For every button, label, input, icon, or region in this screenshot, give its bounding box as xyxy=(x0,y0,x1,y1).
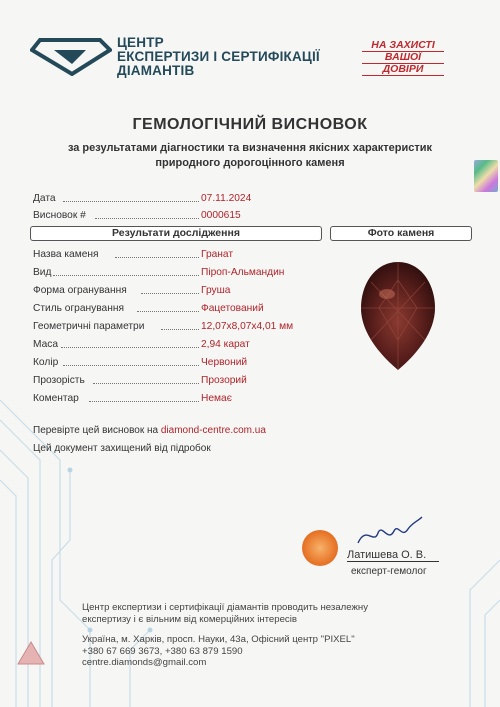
footer-disclaimer: Центр експертизи і сертифікації діамантів проводить незалежну експертизу і є вільним від комерційних інтересів xyxy=(82,602,368,625)
expert-name: Латишева О. В. xyxy=(347,549,439,562)
expert-role: експерт-гемолог xyxy=(351,566,427,577)
document-subtitle: за результатами діагностики та визначення якісних характеристик природного дорогоцінного каменя xyxy=(67,142,433,169)
footer-email[interactable]: centre.diamonds@gmail.com xyxy=(82,657,207,668)
slogan: НА ЗАХИСТІ ВАШОЇ ДОВІРИ xyxy=(362,40,444,76)
document-title: ГЕМОЛОГІЧНИЙ ВИСНОВОК xyxy=(132,116,368,133)
certification-seal-icon xyxy=(302,530,338,566)
triangle-decoration-icon xyxy=(16,640,46,666)
garnet-stone-photo xyxy=(357,260,439,372)
hologram-icon xyxy=(474,160,498,192)
verify-note: Перевірте цей висновок на diamond-centre.com.ua xyxy=(33,425,266,436)
verify-link[interactable]: diamond-centre.com.ua xyxy=(160,425,266,436)
certificate-page: ЦЕНТР ЕКСПЕРТИЗИ І СЕРТИФІКАЦІЇ ДІАМАНТІВ НА ЗАХИСТІ ВАШОЇ ДОВІРИ ГЕМОЛОГІЧНИЙ ВИСНОВОК за результатами діагностики та визначення якісних характеристик природного дорогоцінного каменя Дата 07.11.2024 Висновок # 0000615 Результати дослідження Фото каменя Назва каменя Гранат Вид Піроп-Альмандин Форма огранування Груша Стиль огранування Фацетований Геометричні параметри 12,07х8,07х4,01 мм Маса 2,94 карат Колір Червоний Прозорість Прозорий Коментар Немає Перевірте цей висновок на diamond-centre.com.ua Цей документ захищений від підробок Латишева О. В. експерт-гемолог Центр експертизи і сертифікації діамантів проводить незалежну експертизу і є вільним від комерційних інтересів Україна, м. Харків, просп. Науки, 43а, Офісний центр "PIXEL" +380 67 669 3673, +380 63 879 1590 centre.diamonds@gmail.com xyxy=(0,0,500,707)
results-section-header: Результати дослідження xyxy=(30,226,322,241)
organization-name: ЦЕНТР ЕКСПЕРТИЗИ І СЕРТИФІКАЦІЇ ДІАМАНТІВ xyxy=(117,35,320,78)
signature-icon xyxy=(348,515,428,551)
footer-contacts: Україна, м. Харків, просп. Науки, 43а, Офісний центр "PIXEL" +380 67 669 3673, +380 63 879 1590 centre.diamonds@gmail.com xyxy=(82,634,355,668)
protected-note: Цей документ захищений від підробок xyxy=(33,443,211,454)
diamond-logo-icon xyxy=(30,36,112,76)
photo-section-header: Фото каменя xyxy=(330,226,472,241)
